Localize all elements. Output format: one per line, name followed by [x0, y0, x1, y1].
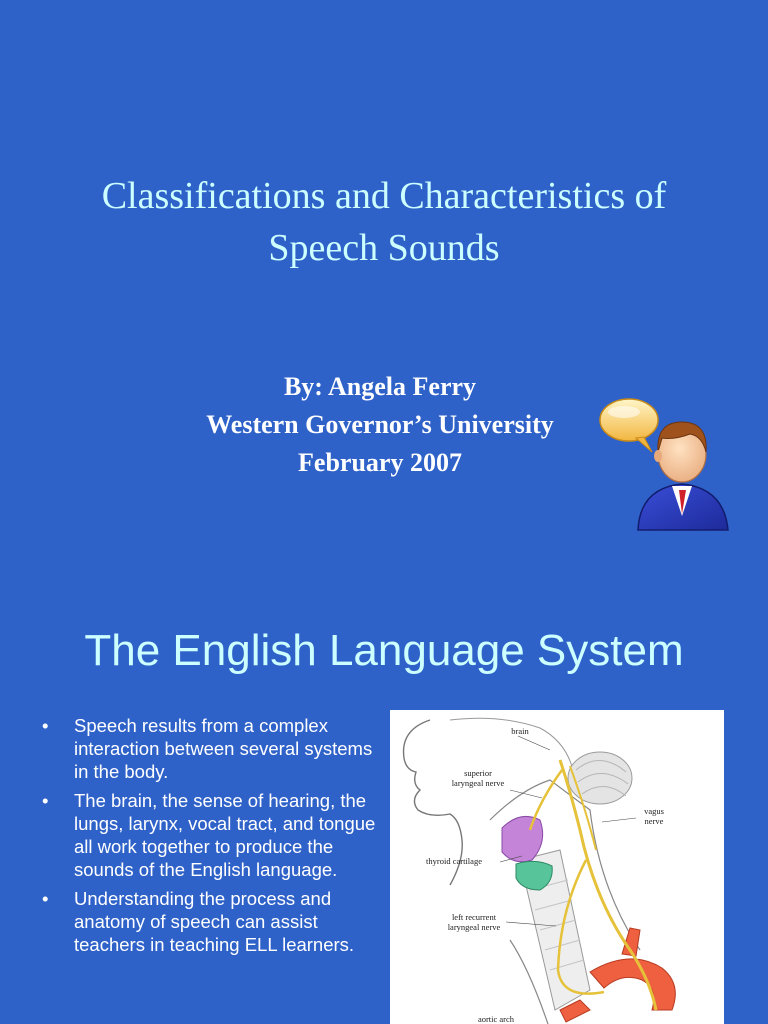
bullet-symbol: • — [42, 888, 49, 909]
label-superior-laryngeal-nerve: superior laryngeal nerve — [451, 768, 505, 788]
content-slide — [0, 576, 768, 1024]
author-line: By: Angela Ferry — [283, 372, 477, 401]
bullet-list — [38, 714, 383, 962]
label-vagus-nerve: vagus nerve — [644, 806, 664, 826]
byline — [130, 368, 630, 482]
label-aortic-arch: aortic arch — [477, 1014, 515, 1024]
presenter-speech-bubble-icon — [594, 392, 744, 532]
slide-title — [40, 170, 728, 274]
list-item — [38, 789, 383, 881]
anatomy-illustration — [390, 710, 724, 1024]
bullet-symbol: • — [42, 715, 49, 736]
list-item — [38, 714, 383, 783]
slide-heading: The English Language System — [84, 626, 684, 675]
bullet-symbol: • — [42, 790, 49, 811]
label-thyroid-cartilage: thyroid cartilage — [426, 856, 482, 866]
slide-title-line-1: Classifications and Characteristics of — [101, 175, 667, 217]
bullet-text: Speech results from a complex interaction between several systems in the body. — [74, 715, 373, 782]
date-line: February 2007 — [298, 448, 462, 477]
slide-title-line-2: Speech Sounds — [268, 227, 500, 269]
list-item — [38, 887, 383, 956]
label-brain: brain — [511, 726, 529, 736]
bullet-text: The brain, the sense of hearing, the lungs, larynx, vocal tract, and tongue all work together to produce the sounds of the English language. — [74, 790, 376, 880]
speech-anatomy-diagram — [390, 710, 724, 1024]
bullet-text: Understanding the process and anatomy of speech can assist teachers in teaching ELL learners. — [74, 888, 355, 955]
label-left-recurrent-laryngeal-nerve: left recurrent laryngeal nerve — [447, 912, 501, 932]
institution-line: Western Governor’s University — [206, 410, 554, 439]
